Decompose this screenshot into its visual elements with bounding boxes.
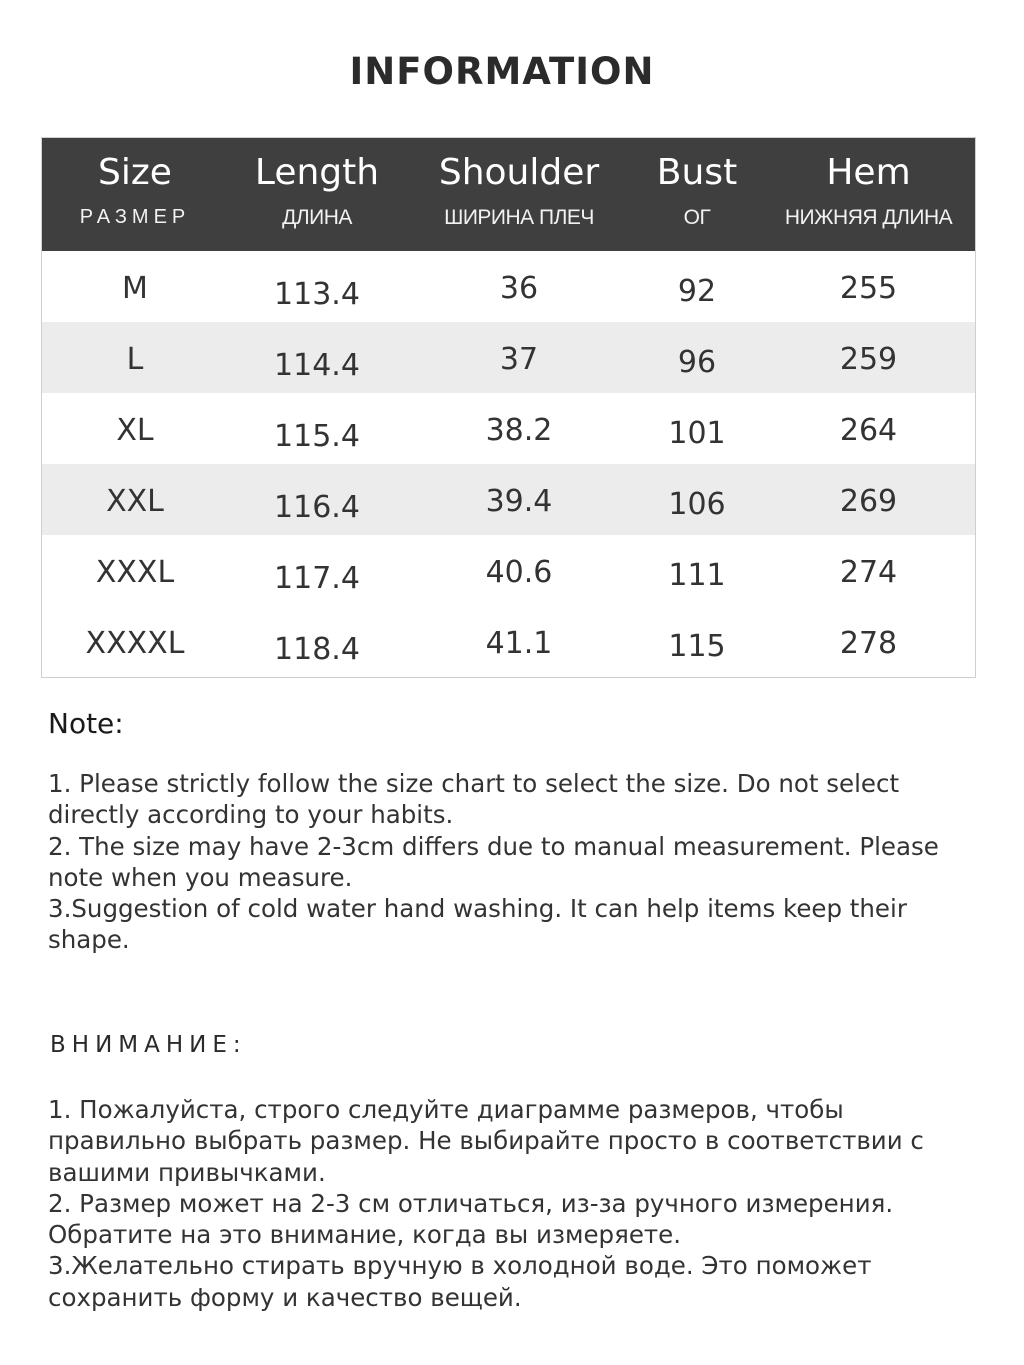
header-bust <box>632 138 762 251</box>
cell-hem: 255 <box>839 271 898 306</box>
cell-size: XXXXL <box>85 626 185 661</box>
header-length <box>228 138 406 251</box>
cell-bust: 106 <box>668 487 726 522</box>
header-hem-en: Hem <box>826 152 911 193</box>
cell-size: XL <box>116 413 154 448</box>
cell-bust: 111 <box>668 558 726 593</box>
note-ru-item: 3.Желательно стирать вручную в холодной воде. Это поможет сохранить форму и качество вещей. <box>48 1251 872 1312</box>
note-item: 2. The size may have 2-3cm differs due to manual measurement. Please note when you measure. <box>48 831 939 892</box>
cell-shoulder: 39.4 <box>485 484 553 519</box>
cell-bust: 96 <box>677 345 717 380</box>
cell-length: 115.4 <box>274 419 360 454</box>
header-size-en: Size <box>98 152 172 193</box>
cell-bust: 101 <box>668 416 726 451</box>
header-length-en: Length <box>254 152 380 193</box>
cell-length: 118.4 <box>274 632 360 667</box>
cell-length: 114.4 <box>274 348 360 383</box>
table-row <box>42 535 975 606</box>
header-hem <box>762 138 975 251</box>
header-bust-ru: ОГ <box>683 206 711 229</box>
table-row <box>42 464 975 535</box>
note-heading: Note: <box>48 707 124 740</box>
cell-hem: 259 <box>839 342 898 377</box>
note-ru-item: 2. Размер может на 2-3 см отличаться, из-за ручного измерения. Обратите на это внимание, когда вы измеряете. <box>48 1188 894 1250</box>
header-shoulder-ru: ШИРИНА ПЛЕЧ <box>444 206 594 229</box>
cell-length: 117.4 <box>274 561 360 596</box>
note-ru-item: 1. Пожалуйста, строго следуйте диаграмме размеров, чтобы правильно выбрать размер. Не выбирайте просто в соответствии с вашими привычками. <box>48 1095 924 1187</box>
table-row <box>42 251 975 322</box>
header-length-ru: ДЛИНА <box>282 206 352 229</box>
note-item: 1. Please strictly follow the size chart to select the size. Do not select directly according to your habits. <box>48 769 900 830</box>
size-table <box>41 137 976 678</box>
cell-shoulder: 41.1 <box>485 626 553 661</box>
table-row <box>42 606 975 677</box>
cell-size: L <box>126 342 144 377</box>
page-title: INFORMATION <box>349 50 655 93</box>
cell-hem: 264 <box>839 413 898 448</box>
header-shoulder-en: Shoulder <box>438 152 600 193</box>
note-ru-list <box>48 1094 978 1313</box>
cell-shoulder: 36 <box>499 271 539 306</box>
cell-hem: 274 <box>839 555 898 590</box>
cell-hem: 269 <box>839 484 898 519</box>
cell-shoulder: 37 <box>499 342 539 377</box>
cell-length: 116.4 <box>274 490 360 525</box>
header-hem-ru: НИЖНЯЯ ДЛИНА <box>784 206 953 229</box>
cell-shoulder: 38.2 <box>485 413 553 448</box>
header-size-ru: РАЗМЕР <box>79 206 191 228</box>
cell-hem: 278 <box>839 626 898 661</box>
note-item: 3.Suggestion of cold water hand washing. It can help items keep their shape. <box>48 894 907 955</box>
cell-size: XXL <box>106 484 164 519</box>
cell-size: XXXL <box>95 555 175 590</box>
cell-shoulder: 40.6 <box>485 555 553 590</box>
cell-bust: 115 <box>668 629 726 664</box>
note-ru-heading: ВНИМАНИЕ: <box>50 1032 247 1058</box>
header-shoulder <box>406 138 632 251</box>
table-row <box>42 322 975 393</box>
table-header <box>42 138 975 251</box>
cell-bust: 92 <box>677 274 717 309</box>
header-bust-en: Bust <box>656 152 738 193</box>
note-list <box>48 768 968 956</box>
cell-length: 113.4 <box>274 277 360 312</box>
header-size <box>42 138 228 251</box>
cell-size: M <box>122 271 148 306</box>
table-row <box>42 393 975 464</box>
